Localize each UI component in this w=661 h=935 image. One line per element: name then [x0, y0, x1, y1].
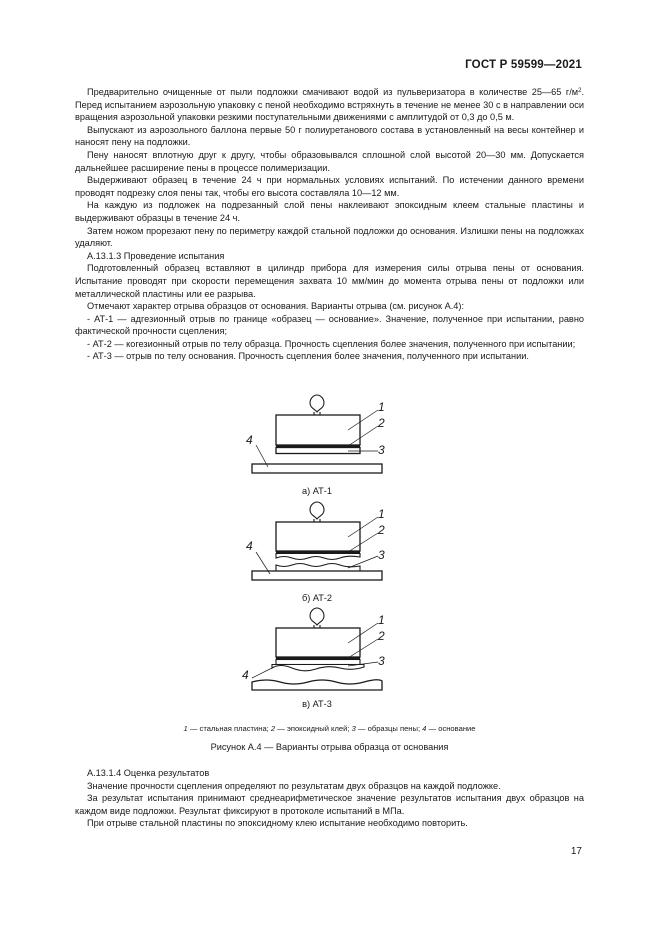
- label-a-4: 4: [246, 433, 253, 447]
- foam-upper-b: [276, 554, 360, 560]
- paragraph-wetting-tail: . Перед испытанием аэрозольную упаковку с пеной необходимо встряхнуть в течение не менее 30 с в направлении оси вращения аэрозольной упаковки резкими поступательными движениями с амплитудой от 0,3 до 0,5 м.: [75, 87, 584, 123]
- leader-c4: [252, 667, 274, 678]
- paragraph-apply: Пену наносят вплотную друг к другу, чтобы образовывался сплошной слой высотой 20—30 мм. Допускается дальнейшее расширение пены в процессе полимеризации.: [75, 149, 584, 173]
- subfigure-label-at2: б) АТ-2: [301, 593, 333, 603]
- label-b-1: 1: [378, 507, 385, 521]
- body-text: [75, 86, 584, 363]
- document-id: ГОСТ Р 59599—2021: [465, 59, 582, 71]
- base-a: [252, 464, 382, 473]
- label-a-2: 2: [378, 416, 385, 430]
- diagram-at1: [252, 395, 382, 473]
- figure-a4: [0, 390, 661, 720]
- label-a-1: 1: [378, 400, 385, 414]
- legend-num-3: 3: [351, 724, 356, 733]
- label-b-3: 3: [378, 548, 385, 562]
- subfigure-label-at1: а) АТ-1: [302, 486, 332, 496]
- foam-c: [276, 660, 360, 665]
- paragraph-glue: На каждую из подложек на подрезанный слой пены наклеивают эпоксидным клеем стальные пластины и выдерживают образцы в течение 24 ч.: [75, 200, 584, 223]
- figure-caption: Рисунок А.4 — Варианты отрыва образца от основания: [210, 742, 449, 752]
- label-c-4: 4: [242, 668, 249, 682]
- foam-lower-b: [276, 564, 360, 572]
- steel-plate-a: [276, 415, 360, 445]
- subfigure-label-at3: в) АТ-3: [302, 699, 332, 709]
- label-a-3: 3: [378, 443, 385, 457]
- label-c-2: 2: [378, 629, 385, 643]
- paragraph-results-1: Значение прочности сцепления определяют по результатам двух образцов на каждой подложке.: [87, 780, 501, 791]
- legend-text-4: — основание: [426, 724, 476, 733]
- page-number: 17: [570, 846, 582, 857]
- paragraph-cure: Выдерживают образец в течение 24 ч при нормальных условиях испытаний. По истечении данного времени проводят подрезку слоя пены так, чтобы его высота составляла 10—12 мм.: [75, 175, 584, 198]
- label-b-4: 4: [246, 539, 253, 553]
- results-section: [75, 767, 584, 830]
- legend-text-3: — образцы пены;: [355, 724, 423, 733]
- paragraph-release: Выпускают из аэрозольного баллона первые 50 г полиуретанового состава в установленный на весы контейнер и наносят пену на подложки.: [75, 124, 584, 148]
- unit-superscript: 2: [578, 88, 582, 94]
- label-c-1: 1: [378, 613, 385, 627]
- legend-num-1: 1: [183, 724, 188, 733]
- hook-b: [310, 502, 324, 522]
- steel-plate-b: [276, 522, 360, 551]
- paragraph-results-2: За результат испытания принимают среднеарифметическое значение результатов испытания двух образцов на каждом виде подложки. Результат фиксируют в протоколе испытаний в МПа.: [75, 793, 584, 816]
- paragraph-test: Подготовленный образец вставляют в цилиндр прибора для измерения силы отрыва пены от основания. Испытание проводят при скорости перемещения захвата 10 мм/мин до момента отрыва пены от подложки или металлической пластины или ее разрыва.: [75, 263, 584, 299]
- paragraph-cut: Затем ножом прорезают пену по периметру каждой стальной подложки до основания. Излишки пены на подложках удаляют.: [75, 225, 584, 249]
- diagram-at2: [252, 502, 382, 580]
- hook-c: [310, 608, 324, 628]
- label-b-2: 2: [378, 523, 385, 537]
- diagram-at3: [252, 608, 382, 690]
- figure-legend: [75, 724, 584, 733]
- base-c: [252, 680, 382, 690]
- figure-drawing: [0, 390, 661, 720]
- paragraph-wetting-text: Предварительно очищенные от пыли подложки смачивают водой из пульверизатора в количестве 25—65 г/м: [87, 87, 579, 97]
- legend-text-2: — эпоксидный клей;: [275, 724, 352, 733]
- base-b: [252, 571, 382, 580]
- legend-num-2: 2: [270, 724, 276, 733]
- foam-a: [276, 448, 360, 454]
- leader-b3: [348, 556, 378, 568]
- label-c-3: 3: [378, 654, 385, 668]
- paragraph-variants: Отмечают характер отрыва образцов от основания. Варианты отрыва (см. рисунок А.4):: [87, 301, 464, 312]
- list-item-at3: - АТ-3 — отрыв по телу основания. Прочность сцепления более значения, полученного при испытании.: [87, 351, 529, 362]
- section-heading-results: А.13.1.4 Оценка результатов: [87, 768, 210, 778]
- paragraph-wetting: [75, 86, 584, 124]
- section-heading-test: А.13.1.3 Проведение испытания: [87, 250, 225, 261]
- paragraph-results-3: При отрыве стальной пластины по эпоксидному клею испытание необходимо повторить.: [87, 818, 468, 829]
- legend-text-1: — стальная пластина;: [187, 724, 271, 733]
- legend-num-4: 4: [422, 724, 427, 733]
- list-item-at1: - АТ-1 — адгезионный отрыв по границе «образец — основание». Значение, полученное при испытании, равно фактической прочности сцепления;: [75, 313, 584, 337]
- list-item-at2: - АТ-2 — когезионный отрыв по телу образца. Прочность сцепления более значения, полученного при испытании;: [87, 338, 576, 349]
- steel-plate-c: [276, 628, 360, 657]
- hook-a: [310, 395, 324, 415]
